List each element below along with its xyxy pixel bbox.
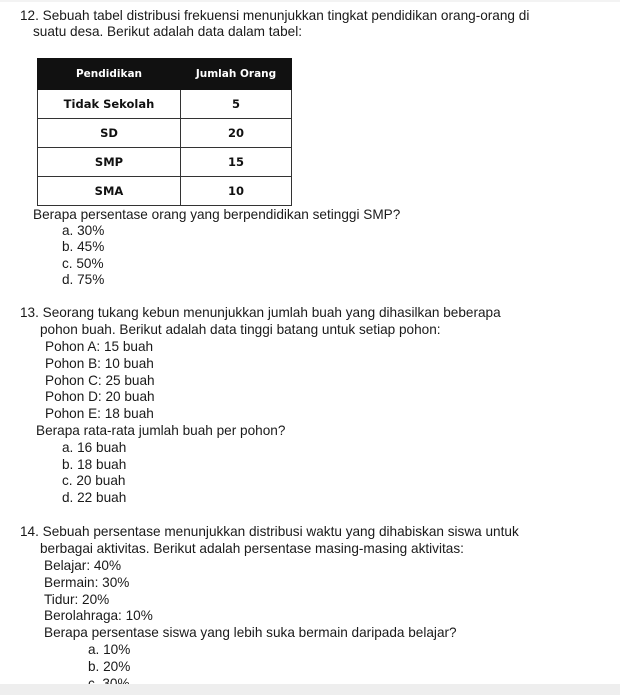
q14-data-item: Bermain: 30% <box>44 575 130 590</box>
q14-data-item: Belajar: 40% <box>44 558 122 573</box>
table-row <box>38 90 292 119</box>
table-cell: Tidak Sekolah <box>38 90 181 119</box>
q14-data-item: Berolahraga: 10% <box>44 608 153 623</box>
table-row <box>38 119 292 148</box>
top-edge <box>0 0 620 2</box>
table-cell: SD <box>38 119 181 148</box>
q13-data-item: Pohon D: 20 buah <box>45 389 155 404</box>
q13-question: Berapa rata-rata jumlah buah per pohon? <box>36 423 286 438</box>
q14-option-b: b. 20% <box>88 659 131 674</box>
q12-option-d: d. 75% <box>62 272 105 287</box>
table-cell: 20 <box>181 119 292 148</box>
q13-option-d: d. 22 buah <box>62 490 127 505</box>
q13-option-b: b. 18 buah <box>62 457 127 472</box>
q13-title-cont: pohon buah. Berikut adalah data tinggi batang untuk setiap pohon: <box>40 322 441 337</box>
q14-option-a: a. 10% <box>88 642 131 657</box>
q12-option-c: c. 50% <box>62 256 104 271</box>
table-cell: SMP <box>38 148 181 177</box>
table-row <box>38 177 292 206</box>
q14-data-item: Tidur: 20% <box>44 592 110 607</box>
q13-data-item: Pohon C: 25 buah <box>45 373 155 388</box>
table-cell: SMA <box>38 177 181 206</box>
q13-data-item: Pohon B: 10 buah <box>45 356 154 371</box>
table-cell: 5 <box>181 90 292 119</box>
q13-option-a: a. 16 buah <box>62 440 127 455</box>
frequency-table <box>37 58 292 206</box>
table-header-row <box>38 59 292 90</box>
q12-option-b: b. 45% <box>62 239 105 254</box>
table-row <box>38 148 292 177</box>
q14-title-cont: berbagai aktivitas. Berikut adalah persentase masing-masing aktivitas: <box>40 541 464 556</box>
table-cell: 15 <box>181 148 292 177</box>
q13-data-item: Pohon A: 15 buah <box>45 339 154 354</box>
q14-question: Berapa persentase siswa yang lebih suka bermain daripada belajar? <box>44 625 457 640</box>
q14-title: 14. Sebuah persentase menunjukkan distribusi waktu yang dihabiskan siswa untuk <box>20 524 519 539</box>
q12-title: 12. Sebuah tabel distribusi frekuensi menunjukkan tingkat pendidikan orang-orang di <box>20 8 530 23</box>
q13-data-item: Pohon E: 18 buah <box>45 406 154 421</box>
table-header: Pendidikan <box>38 59 181 90</box>
bottom-edge <box>0 684 620 695</box>
table-header: Jumlah Orang <box>181 59 292 90</box>
q12-title-cont: suatu desa. Berikut adalah data dalam tabel: <box>33 24 303 39</box>
q12-option-a: a. 30% <box>62 223 105 238</box>
q12-question: Berapa persentase orang yang berpendidikan setinggi SMP? <box>33 207 401 222</box>
table-cell: 10 <box>181 177 292 206</box>
q13-option-c: c. 20 buah <box>62 473 126 488</box>
q13-title: 13. Seorang tukang kebun menunjukkan jumlah buah yang dihasilkan beberapa <box>20 305 501 320</box>
